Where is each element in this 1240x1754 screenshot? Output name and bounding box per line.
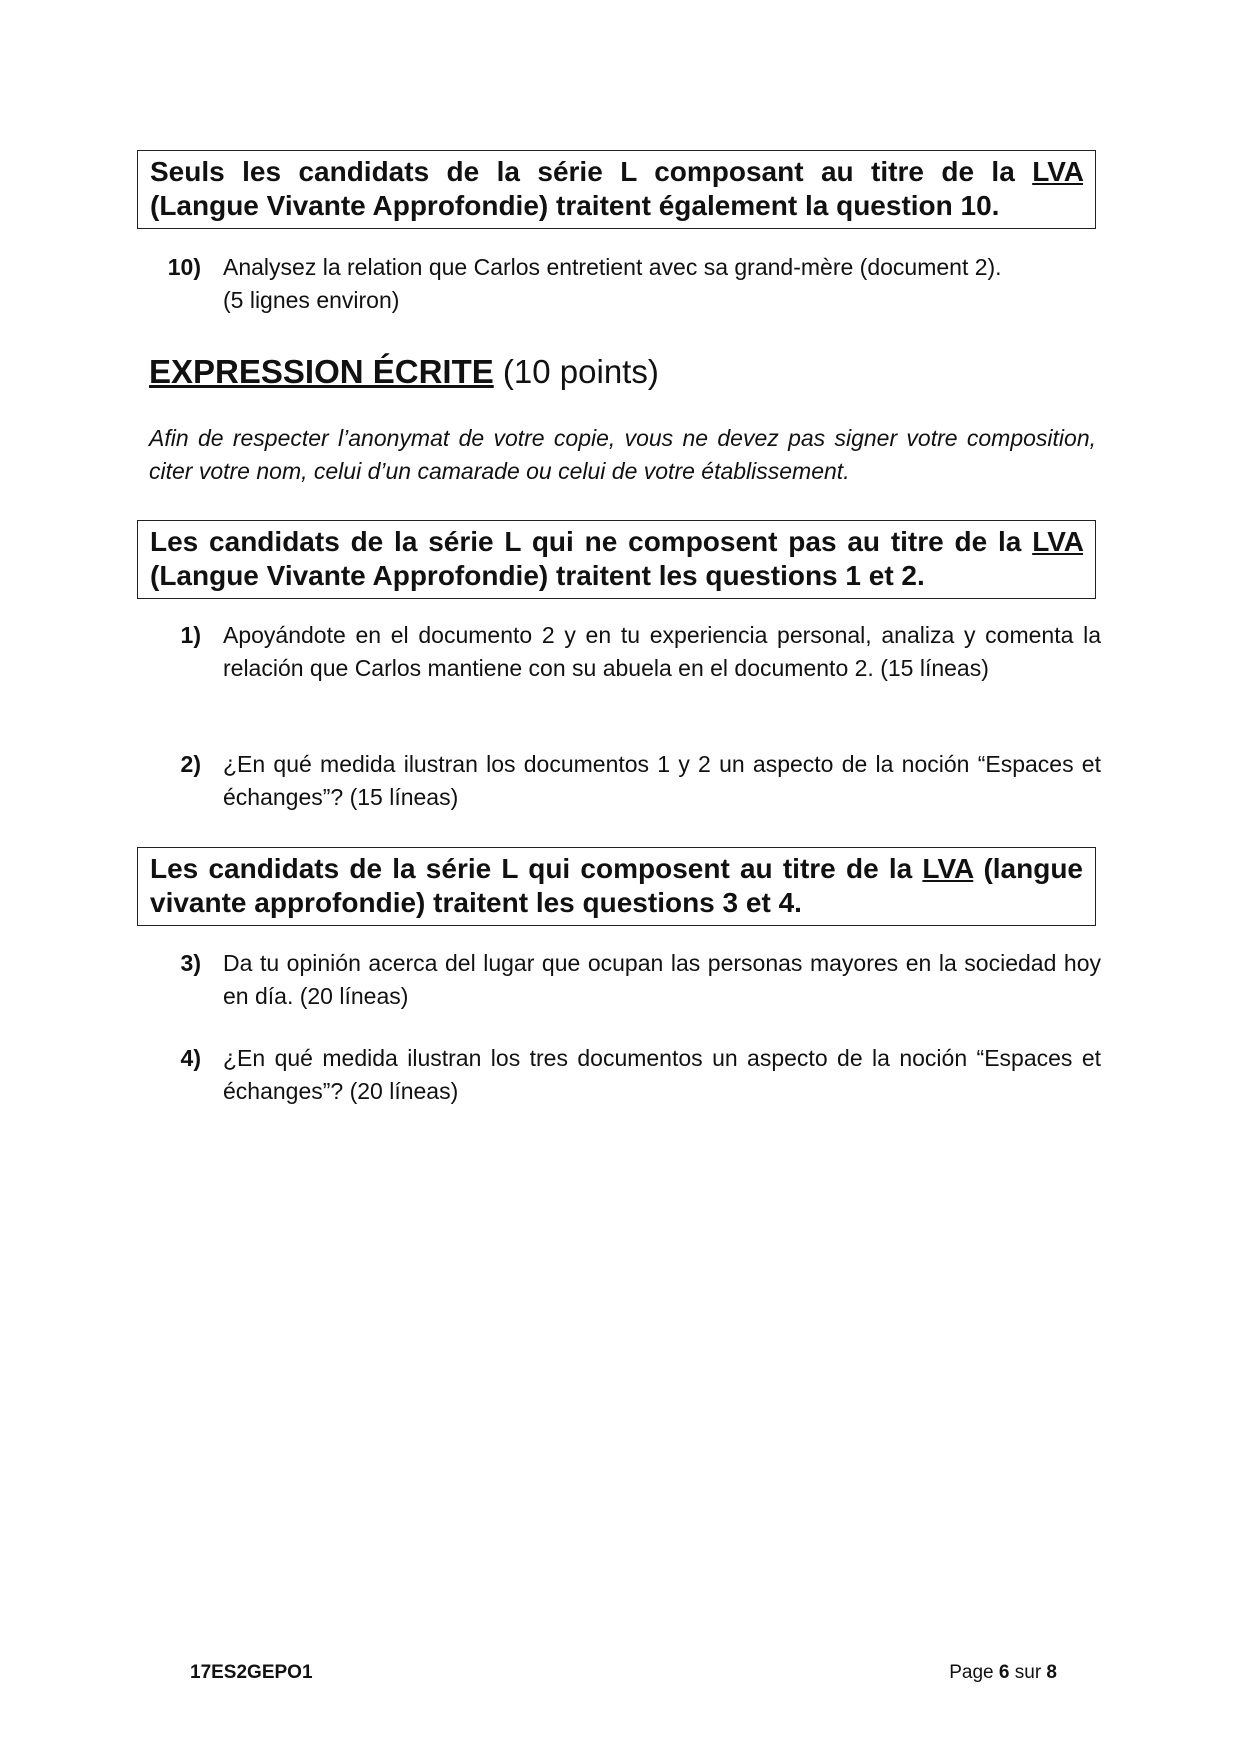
question-text: Apoyándote en el documento 2 y en tu experiencia personal, analiza y comenta la relación que Carlos mantiene con su abuela en el documento 2. (15 líneas) — [223, 622, 1101, 681]
section-points: (10 points) — [493, 353, 659, 390]
question-line-2: (5 lignes environ) — [223, 287, 400, 313]
question-2 — [137, 748, 1101, 814]
question-text — [223, 251, 1101, 317]
notice-text-part1: Les candidats de la série L qui ne composent pas au titre de la — [150, 526, 1033, 557]
notice-text-part1: Seuls les candidats de la série L composant au titre de la — [150, 156, 1033, 187]
question-number: 1) — [180, 622, 201, 648]
page-total: 8 — [1046, 1662, 1057, 1683]
section-title-main: EXPRESSION ÉCRITE — [149, 353, 494, 390]
notice-text-part1: Les candidats de la série L qui composent au titre de la — [150, 853, 923, 884]
page-separator: sur — [1009, 1662, 1047, 1683]
lva-notice — [137, 847, 1096, 926]
question-text: ¿En qué medida ilustran los documentos 1 y 2 un aspecto de la noción “Espaces et échanges”? (15 líneas) — [223, 751, 1101, 810]
question-1 — [137, 619, 1101, 685]
non-lva-notice — [137, 520, 1096, 599]
notice-text-part2: (langue vivante approfondie) traitent les questions 3 et 4. — [150, 853, 1084, 918]
question-text: Da tu opinión acerca del lugar que ocupan las personas mayores en la sociedad hoy en día. (20 líneas) — [223, 950, 1101, 1009]
page-current: 6 — [998, 1662, 1010, 1683]
notice-text-part2: (Langue Vivante Approfondie) traitent les questions 1 et 2. — [150, 560, 925, 591]
lva-abbrev: LVA — [1032, 156, 1083, 187]
lva-abbrev: LVA — [1032, 526, 1083, 557]
question-line-1: Analysez la relation que Carlos entretient avec sa grand-mère (document 2). — [223, 254, 1002, 280]
question-text: ¿En qué medida ilustran los tres documentos un aspecto de la noción “Espaces et échanges”? (20 líneas) — [223, 1045, 1101, 1104]
lva-abbrev: LVA — [922, 853, 974, 884]
page-indicator — [949, 1662, 1057, 1684]
question-4 — [137, 1042, 1101, 1108]
question-number: 2) — [180, 751, 201, 777]
question-3 — [137, 947, 1101, 1013]
section-title — [149, 352, 659, 392]
anonymity-note: Afin de respecter l’anonymat de votre copie, vous ne devez pas signer votre composition, citer votre nom, celui d’un camarade ou celui de votre établissement. — [149, 425, 1096, 484]
lva-question10-notice — [137, 150, 1096, 229]
question-number: 3) — [180, 950, 201, 976]
notice-text-part2: (Langue Vivante Approfondie) traitent également la question 10. — [150, 190, 1000, 221]
question-number: 4) — [180, 1045, 201, 1071]
question-number: 10) — [167, 254, 201, 280]
page-label: Page — [949, 1662, 999, 1683]
question-10 — [137, 251, 1101, 317]
document-code: 17ES2GEPO1 — [190, 1662, 313, 1683]
